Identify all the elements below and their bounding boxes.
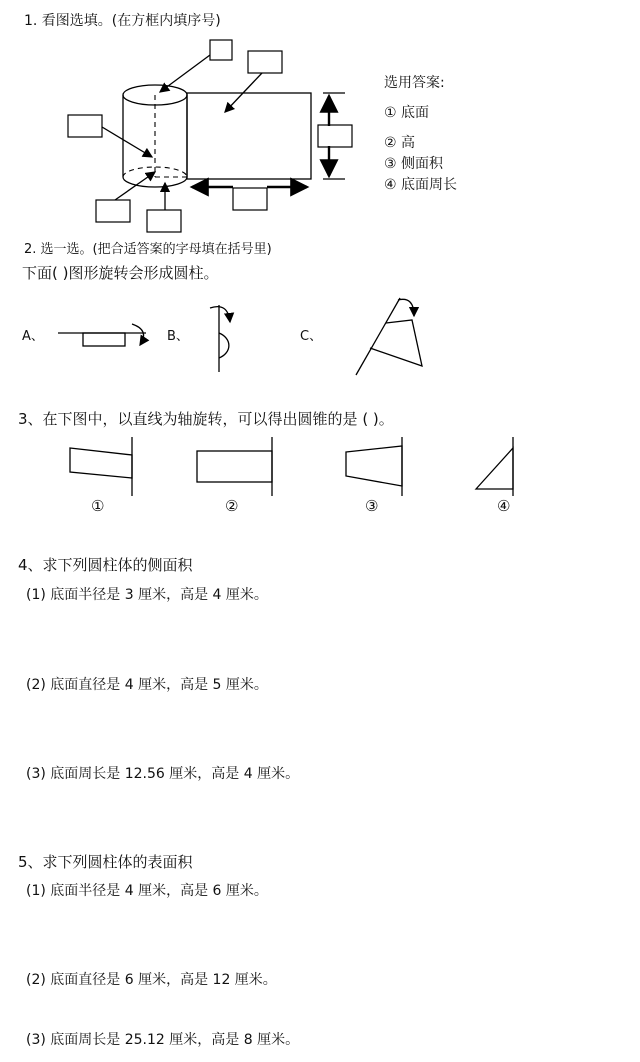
cone-options-diagram <box>0 0 640 520</box>
answers-heading: 选用答案: <box>384 75 445 91</box>
q4-item: (3) 底面周长是 12.56 厘米，高是 4 厘米。 <box>26 766 300 782</box>
cone-option-label: ② <box>225 497 239 515</box>
q4-title: 4、求下列圆柱体的侧面积 <box>18 556 193 574</box>
answer-item: ① 底面 <box>384 105 430 121</box>
cone-option-label: ④ <box>497 497 511 515</box>
q5-item: (1) 底面半径是 4 厘米，高是 6 厘米。 <box>26 883 268 899</box>
answer-item: ③ 侧面积 <box>384 156 444 172</box>
q5-item: (3) 底面周长是 25.12 厘米，高是 8 厘米。 <box>26 1032 300 1048</box>
q4-item: (2) 底面直径是 4 厘米，高是 5 厘米。 <box>26 677 268 693</box>
option-c-label: C、 <box>300 329 323 344</box>
q5-title: 5、求下列圆柱体的表面积 <box>18 853 193 871</box>
option-b-label: B、 <box>167 329 189 344</box>
q2-title: 2. 选一选。(把合适答案的字母填在括号里) <box>24 242 272 257</box>
q4-item: (1) 底面半径是 3 厘米，高是 4 厘米。 <box>26 587 268 603</box>
q5-item: (2) 底面直径是 6 厘米，高是 12 厘米。 <box>26 972 277 988</box>
cone-option-label: ① <box>91 497 105 515</box>
answer-item: ② 高 <box>384 135 416 151</box>
q3-title: 3、在下图中，以直线为轴旋转，可以得出圆锥的是 ( )。 <box>18 410 394 428</box>
answer-item: ④ 底面周长 <box>384 177 458 193</box>
q1-title: 1. 看图选填。(在方框内填序号) <box>24 13 221 29</box>
q2-question: 下面( )图形旋转会形成圆柱。 <box>22 264 219 282</box>
cone-option-label: ③ <box>365 497 379 515</box>
option-a-label: A、 <box>22 329 44 344</box>
